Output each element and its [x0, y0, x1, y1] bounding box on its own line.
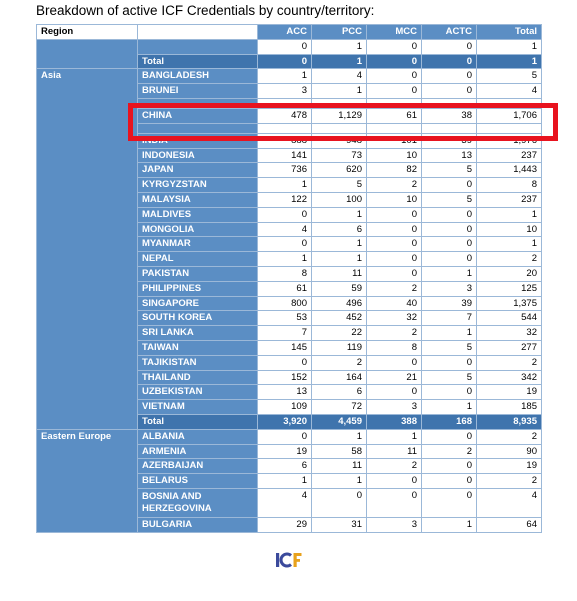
total-cell: 1: [477, 207, 542, 222]
region-cell: Asia: [37, 69, 138, 429]
country-cell: TAJIKISTAN: [138, 355, 258, 370]
acc-cell: 800: [258, 296, 312, 311]
pcc-cell: 0: [312, 488, 367, 517]
mcc-cell: 10: [367, 192, 422, 207]
total-cell: 237: [477, 148, 542, 163]
acc-cell: 478: [258, 108, 312, 123]
actc-cell: 0: [422, 207, 477, 222]
country-cell: BULGARIA: [138, 517, 258, 532]
pcc-cell: 72: [312, 400, 367, 415]
total-cell: 10: [477, 222, 542, 237]
mcc-cell: 32: [367, 311, 422, 326]
pcc-cell: 1: [312, 207, 367, 222]
actc-cell: 39: [422, 296, 477, 311]
total-cell: 4: [477, 488, 542, 517]
header-actc: ACTC: [422, 25, 477, 40]
mcc-cell: 0: [367, 385, 422, 400]
actc-cell: 1: [422, 400, 477, 415]
pcc-cell: 1: [312, 474, 367, 489]
actc-cell: 2: [422, 444, 477, 459]
pcc-cell: 164: [312, 370, 367, 385]
country-cell: THAILAND: [138, 370, 258, 385]
pcc-cell: 100: [312, 192, 367, 207]
acc-cell: 53: [258, 311, 312, 326]
pcc-cell: 11: [312, 459, 367, 474]
actc-cell: 0: [422, 429, 477, 444]
total-cell: 185: [477, 400, 542, 415]
pcc-cell: 1: [312, 84, 367, 99]
country-cell: KYRGYZSTAN: [138, 178, 258, 193]
pcc-cell: [312, 98, 367, 108]
pcc-cell: 1: [312, 39, 367, 54]
actc-cell: [422, 98, 477, 108]
mcc-cell: 0: [367, 69, 422, 84]
country-cell: [138, 98, 258, 108]
actc-cell: 0: [422, 69, 477, 84]
country-cell: ALBANIA: [138, 429, 258, 444]
mcc-cell: 0: [367, 222, 422, 237]
acc-cell: 109: [258, 400, 312, 415]
pcc-cell: 4,459: [312, 414, 367, 429]
country-cell: NEPAL: [138, 252, 258, 267]
header-mcc: MCC: [367, 25, 422, 40]
header-country: [138, 25, 258, 40]
region-cell: [37, 39, 138, 69]
acc-cell: 1: [258, 69, 312, 84]
total-cell: 1,976: [477, 133, 542, 148]
mcc-cell: 0: [367, 84, 422, 99]
mcc-cell: 3: [367, 517, 422, 532]
actc-cell: 5: [422, 163, 477, 178]
actc-cell: 5: [422, 370, 477, 385]
actc-cell: 1: [422, 266, 477, 281]
total-cell: 19: [477, 459, 542, 474]
acc-cell: 8: [258, 266, 312, 281]
actc-cell: 39: [422, 133, 477, 148]
pcc-cell: 948: [312, 133, 367, 148]
total-cell: 8: [477, 178, 542, 193]
acc-cell: 29: [258, 517, 312, 532]
mcc-cell: 0: [367, 474, 422, 489]
total-cell: 1: [477, 39, 542, 54]
mcc-cell: 10: [367, 148, 422, 163]
country-cell: [138, 39, 258, 54]
mcc-cell: 1: [367, 429, 422, 444]
country-cell: VIETNAM: [138, 400, 258, 415]
acc-cell: 0: [258, 39, 312, 54]
mcc-cell: 101: [367, 133, 422, 148]
pcc-cell: 452: [312, 311, 367, 326]
header-pcc: PCC: [312, 25, 367, 40]
header-total: Total: [477, 25, 542, 40]
actc-cell: 13: [422, 148, 477, 163]
acc-cell: 4: [258, 222, 312, 237]
total-cell: 64: [477, 517, 542, 532]
actc-cell: 0: [422, 237, 477, 252]
actc-cell: 0: [422, 488, 477, 517]
pcc-cell: 58: [312, 444, 367, 459]
pcc-cell: 1: [312, 252, 367, 267]
country-cell: INDONESIA: [138, 148, 258, 163]
pcc-cell: 4: [312, 69, 367, 84]
total-cell: 4: [477, 84, 542, 99]
acc-cell: 122: [258, 192, 312, 207]
pcc-cell: 1: [312, 54, 367, 69]
header-region: Region: [37, 25, 138, 40]
total-cell: 1,375: [477, 296, 542, 311]
country-cell: PAKISTAN: [138, 266, 258, 281]
credentials-table: [36, 24, 542, 533]
header-row: [37, 25, 542, 40]
table-body: [37, 39, 542, 532]
acc-cell: 0: [258, 355, 312, 370]
country-cell: TAIWAN: [138, 340, 258, 355]
total-cell: [477, 98, 542, 108]
acc-cell: 3,920: [258, 414, 312, 429]
total-cell: 20: [477, 266, 542, 281]
country-cell: MALAYSIA: [138, 192, 258, 207]
total-cell: 237: [477, 192, 542, 207]
acc-cell: 61: [258, 281, 312, 296]
actc-cell: 38: [422, 108, 477, 123]
icf-logo: [275, 551, 303, 569]
country-cell: UZBEKISTAN: [138, 385, 258, 400]
pcc-cell: 11: [312, 266, 367, 281]
total-cell: 125: [477, 281, 542, 296]
acc-cell: 145: [258, 340, 312, 355]
acc-cell: 1: [258, 252, 312, 267]
country-cell: BANGLADESH: [138, 69, 258, 84]
actc-cell: 0: [422, 84, 477, 99]
mcc-cell: 0: [367, 54, 422, 69]
table-row: [37, 69, 542, 84]
total-cell: [477, 123, 542, 133]
total-cell: 2: [477, 474, 542, 489]
country-cell: MALDIVES: [138, 207, 258, 222]
pcc-cell: 2: [312, 355, 367, 370]
mcc-cell: 2: [367, 178, 422, 193]
actc-cell: 1: [422, 326, 477, 341]
pcc-cell: 6: [312, 385, 367, 400]
total-cell: 544: [477, 311, 542, 326]
mcc-cell: 0: [367, 488, 422, 517]
acc-cell: 13: [258, 385, 312, 400]
pcc-cell: 73: [312, 148, 367, 163]
acc-cell: 3: [258, 84, 312, 99]
region-cell: Eastern Europe: [37, 429, 138, 532]
pcc-cell: 496: [312, 296, 367, 311]
country-cell: PHILIPPINES: [138, 281, 258, 296]
pcc-cell: 1: [312, 237, 367, 252]
mcc-cell: 0: [367, 355, 422, 370]
actc-cell: 0: [422, 474, 477, 489]
actc-cell: 0: [422, 459, 477, 474]
mcc-cell: 2: [367, 326, 422, 341]
mcc-cell: 2: [367, 281, 422, 296]
acc-cell: 152: [258, 370, 312, 385]
mcc-cell: 61: [367, 108, 422, 123]
mcc-cell: 82: [367, 163, 422, 178]
country-cell: AZERBAIJAN: [138, 459, 258, 474]
mcc-cell: [367, 123, 422, 133]
total-cell: 342: [477, 370, 542, 385]
total-cell: 277: [477, 340, 542, 355]
acc-cell: 0: [258, 237, 312, 252]
total-cell: 5: [477, 69, 542, 84]
country-cell: MONGOLIA: [138, 222, 258, 237]
acc-cell: 1: [258, 474, 312, 489]
country-cell: MYANMAR: [138, 237, 258, 252]
total-cell: 8,935: [477, 414, 542, 429]
mcc-cell: 8: [367, 340, 422, 355]
country-cell: Total: [138, 414, 258, 429]
acc-cell: 7: [258, 326, 312, 341]
pcc-cell: 6: [312, 222, 367, 237]
total-cell: 2: [477, 429, 542, 444]
actc-cell: 0: [422, 385, 477, 400]
mcc-cell: 388: [367, 414, 422, 429]
actc-cell: 5: [422, 192, 477, 207]
acc-cell: 0: [258, 207, 312, 222]
total-cell: 1,443: [477, 163, 542, 178]
country-cell: SINGAPORE: [138, 296, 258, 311]
country-cell: BELARUS: [138, 474, 258, 489]
actc-cell: 0: [422, 39, 477, 54]
acc-cell: 0: [258, 54, 312, 69]
total-cell: 19: [477, 385, 542, 400]
mcc-cell: [367, 98, 422, 108]
mcc-cell: 40: [367, 296, 422, 311]
table-caption: Breakdown of active ICF Credentials by country/territory:: [36, 3, 375, 18]
acc-cell: 736: [258, 163, 312, 178]
acc-cell: 19: [258, 444, 312, 459]
country-cell: CHINA: [138, 108, 258, 123]
country-cell: Total: [138, 54, 258, 69]
pcc-cell: [312, 123, 367, 133]
acc-cell: 141: [258, 148, 312, 163]
mcc-cell: 21: [367, 370, 422, 385]
acc-cell: 1: [258, 178, 312, 193]
pcc-cell: 620: [312, 163, 367, 178]
actc-cell: 3: [422, 281, 477, 296]
total-cell: 2: [477, 252, 542, 267]
mcc-cell: 0: [367, 39, 422, 54]
mcc-cell: 0: [367, 237, 422, 252]
mcc-cell: 0: [367, 207, 422, 222]
mcc-cell: 3: [367, 400, 422, 415]
total-cell: 90: [477, 444, 542, 459]
actc-cell: 0: [422, 222, 477, 237]
mcc-cell: 2: [367, 459, 422, 474]
pcc-cell: 31: [312, 517, 367, 532]
mcc-cell: 11: [367, 444, 422, 459]
acc-cell: 0: [258, 429, 312, 444]
table-row: [37, 39, 542, 54]
pcc-cell: 22: [312, 326, 367, 341]
actc-cell: 7: [422, 311, 477, 326]
pcc-cell: 1: [312, 429, 367, 444]
country-cell: JAPAN: [138, 163, 258, 178]
pcc-cell: 5: [312, 178, 367, 193]
total-cell: 1: [477, 54, 542, 69]
acc-cell: 4: [258, 488, 312, 517]
acc-cell: 888: [258, 133, 312, 148]
country-cell: BRUNEI: [138, 84, 258, 99]
actc-cell: 168: [422, 414, 477, 429]
country-cell: ARMENIA: [138, 444, 258, 459]
acc-cell: [258, 98, 312, 108]
country-cell: SRI LANKA: [138, 326, 258, 341]
actc-cell: 1: [422, 517, 477, 532]
total-cell: 1,706: [477, 108, 542, 123]
total-cell: 1: [477, 237, 542, 252]
country-cell: SOUTH KOREA: [138, 311, 258, 326]
actc-cell: 5: [422, 340, 477, 355]
acc-cell: 6: [258, 459, 312, 474]
actc-cell: 0: [422, 252, 477, 267]
total-cell: 2: [477, 355, 542, 370]
total-cell: 32: [477, 326, 542, 341]
country-cell: BOSNIA AND HERZEGOVINA: [138, 488, 258, 517]
actc-cell: 0: [422, 54, 477, 69]
pcc-cell: 1,129: [312, 108, 367, 123]
country-cell: [138, 123, 258, 133]
country-cell: INDIA: [138, 133, 258, 148]
actc-cell: 0: [422, 178, 477, 193]
actc-cell: 0: [422, 355, 477, 370]
mcc-cell: 0: [367, 266, 422, 281]
actc-cell: [422, 123, 477, 133]
mcc-cell: 0: [367, 252, 422, 267]
pcc-cell: 119: [312, 340, 367, 355]
header-acc: ACC: [258, 25, 312, 40]
table-row: [37, 429, 542, 444]
acc-cell: [258, 123, 312, 133]
pcc-cell: 59: [312, 281, 367, 296]
